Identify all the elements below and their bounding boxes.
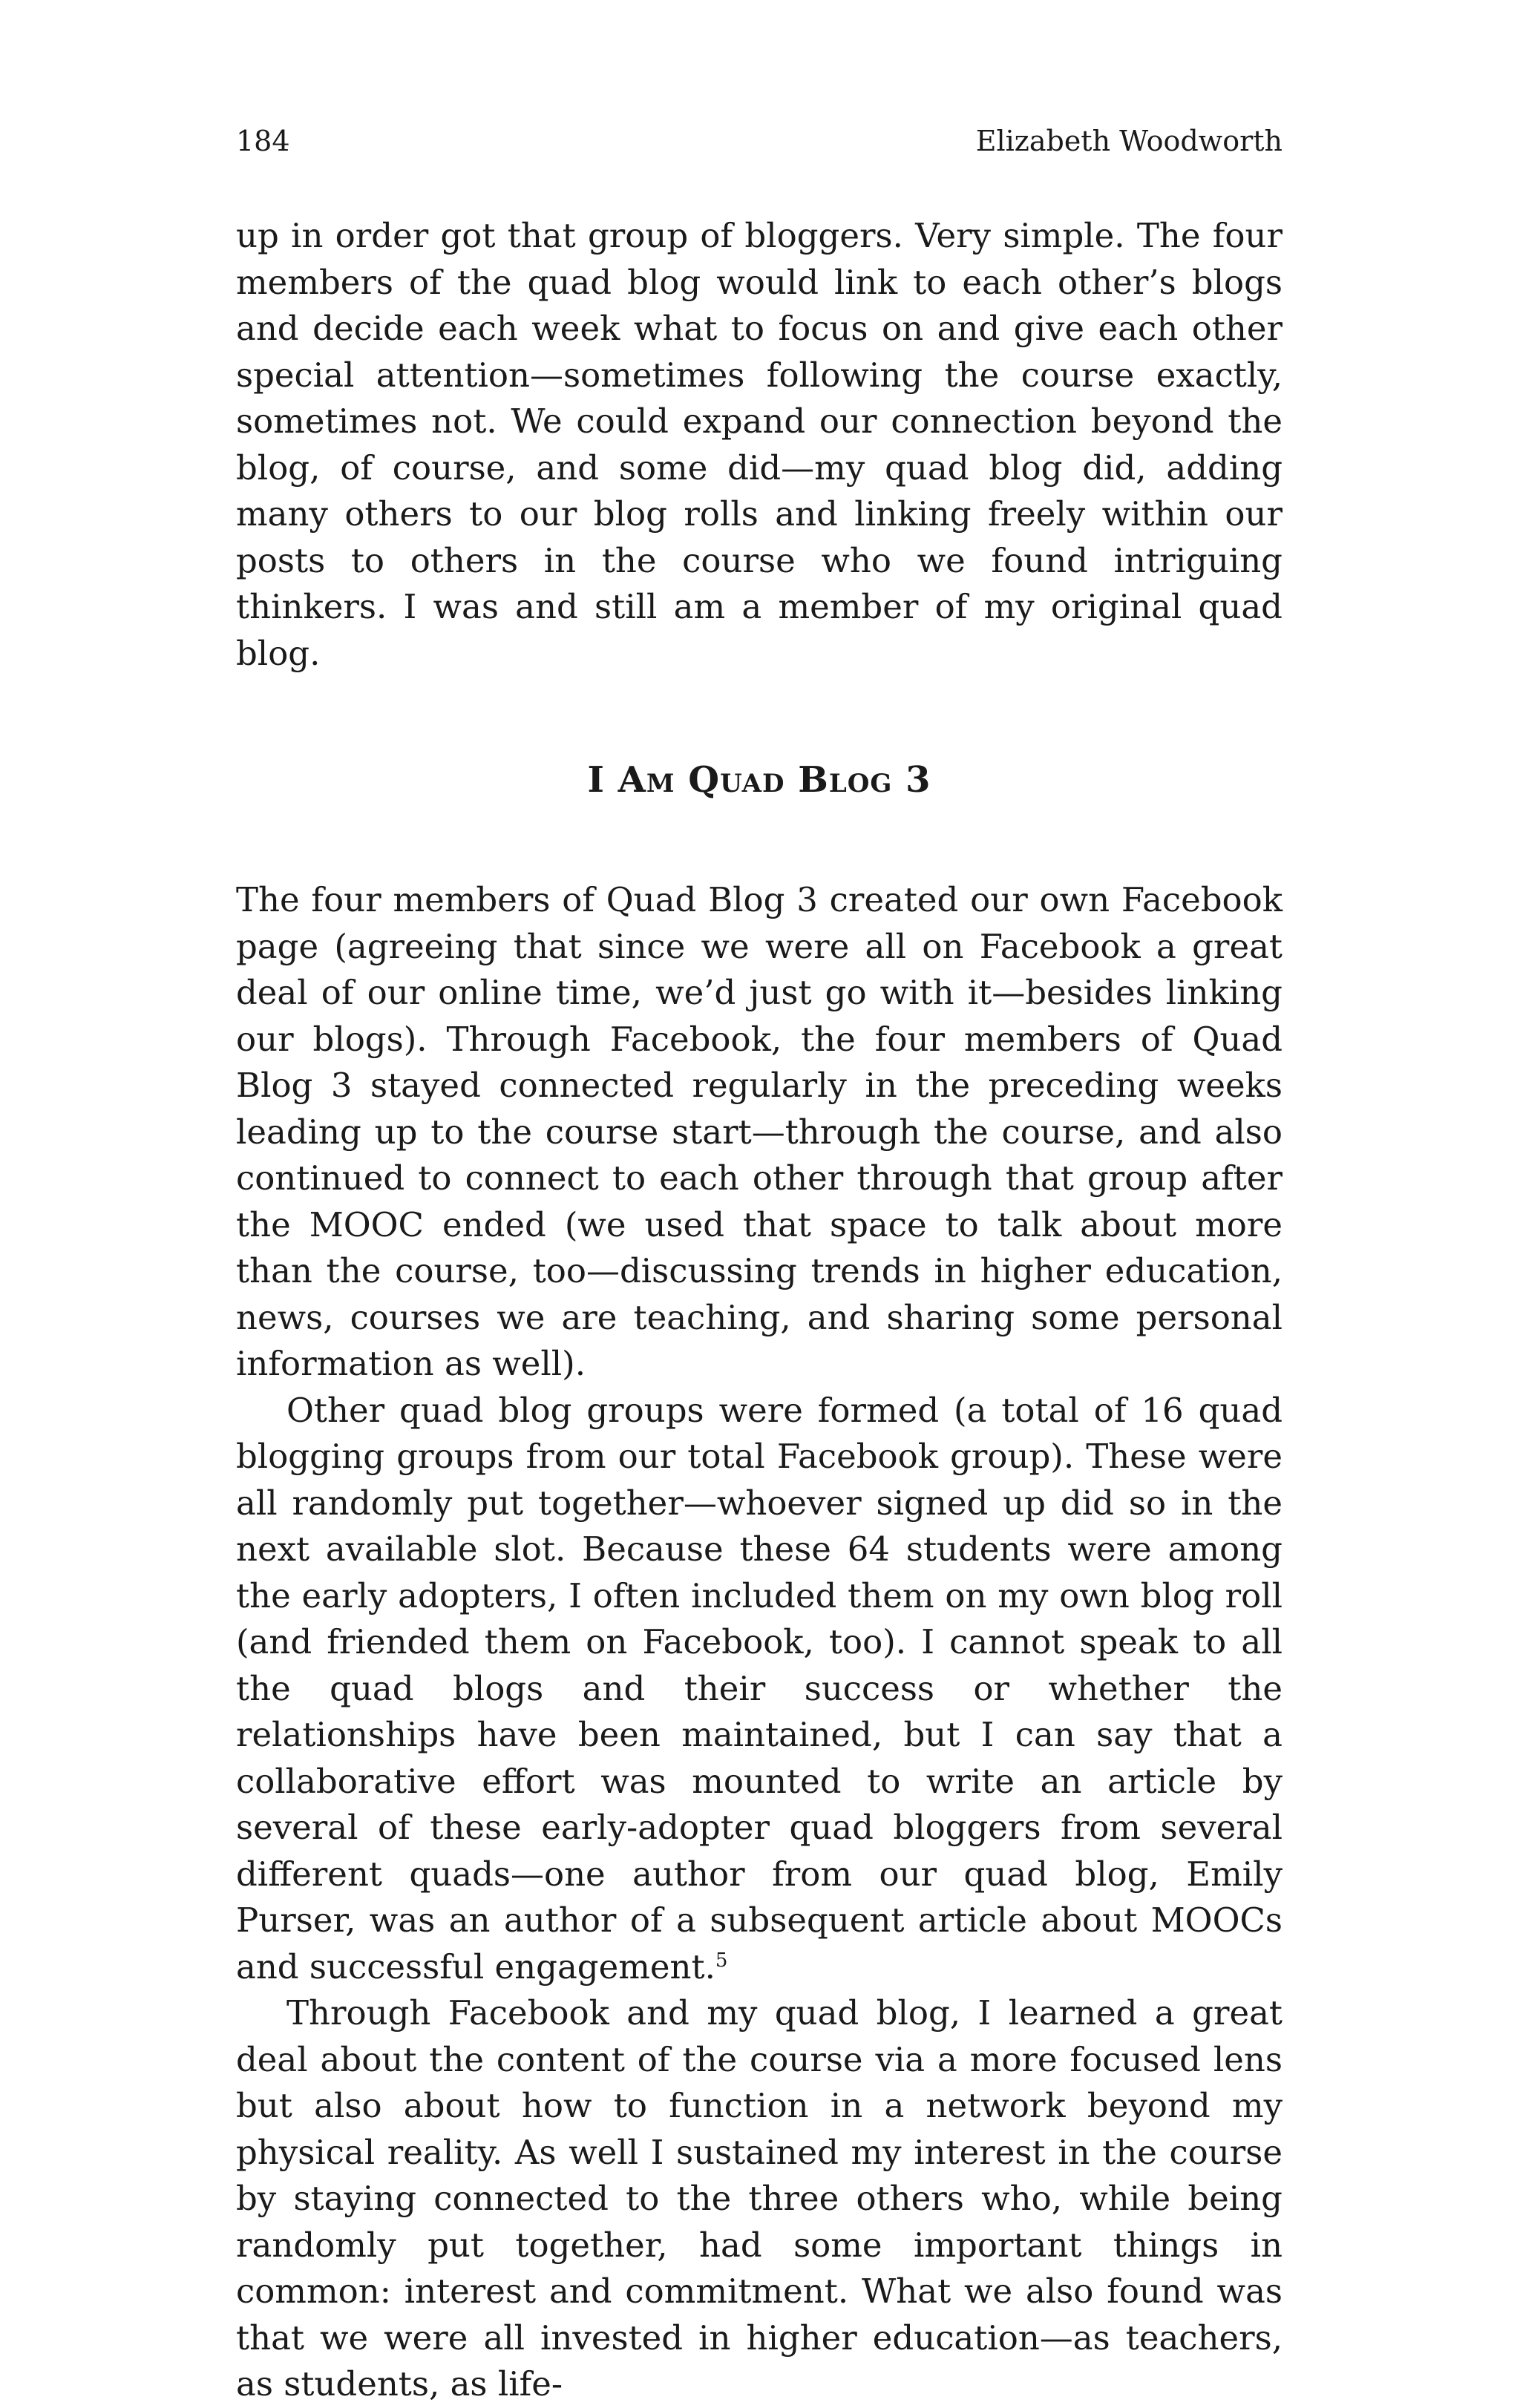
paragraph-facebook-page: The four members of Quad Blog 3 created our own Facebook page (agreeing that since we were all on Facebook a great deal of our online time, we’d just go with it—besides linking our blogs). Through Facebook, the four members of Quad Blog 3 stayed connected regularly in the preceding weeks leading up to the course start—through the course, and also continued to connect to each other through that group after the MOOC ended (we used that space to talk about more than the course, too—discussing trends in higher education, news, courses we are teaching, and sharing some personal information as well). — [236, 880, 1282, 1383]
paragraph-other-quad-blogs — [236, 1388, 1282, 1991]
section-heading — [236, 677, 1282, 877]
book-page — [236, 0, 1282, 2404]
running-author: Elizabeth Woodworth — [975, 125, 1282, 157]
running-head — [236, 120, 1282, 162]
body-text — [236, 213, 1282, 2408]
paragraph-learning: Through Facebook and my quad blog, I learned a great deal about the content of the course via a more focused lens but also about how to function in a network beyond my physical reality. As well I sustained my interest in the course by staying connected to the three others who, while being randomly put together, had some important things in common: interest and commitment. What we also found was that we were all invested in higher education—as teachers, as students, as life- — [236, 1993, 1282, 2404]
page-number: 184 — [236, 125, 290, 157]
paragraph-other-quad-blogs-text: Other quad blog groups were formed (a total of 16 quad blogging groups from our total Facebook group). These were all randomly put together—whoever signed up did so in the next available slot. Because these 64 students were among the early adopters, I often included them on my own blog roll (and friended them on Facebook, too). I cannot speak to all the quad blogs and their success or whether the relationships have been maintained, but I can say that a collaborative effort was mounted to write an article by several of these early-adopter quad bloggers from several different quads—one author from our quad blog, Emily Purser, was an author of a subsequent article about MOOCs and successful engagement. — [236, 1390, 1282, 1987]
section-heading-text: I Am Quad Blog 3 — [587, 758, 931, 801]
paragraph-continuation: up in order got that group of bloggers. Very simple. The four members of the quad blog would link to each other’s blogs and decide each week what to focus on and give each other special attention—sometimes following the course exactly, sometimes not. We could expand our connection beyond the blog, of course, and some did—my quad blog did, adding many others to our blog rolls and linking freely within our posts to others in the course who we found intriguing thinkers. I was and still am a member of my original quad blog. — [236, 216, 1282, 673]
footnote-reference[interactable]: 5 — [715, 1949, 728, 1972]
